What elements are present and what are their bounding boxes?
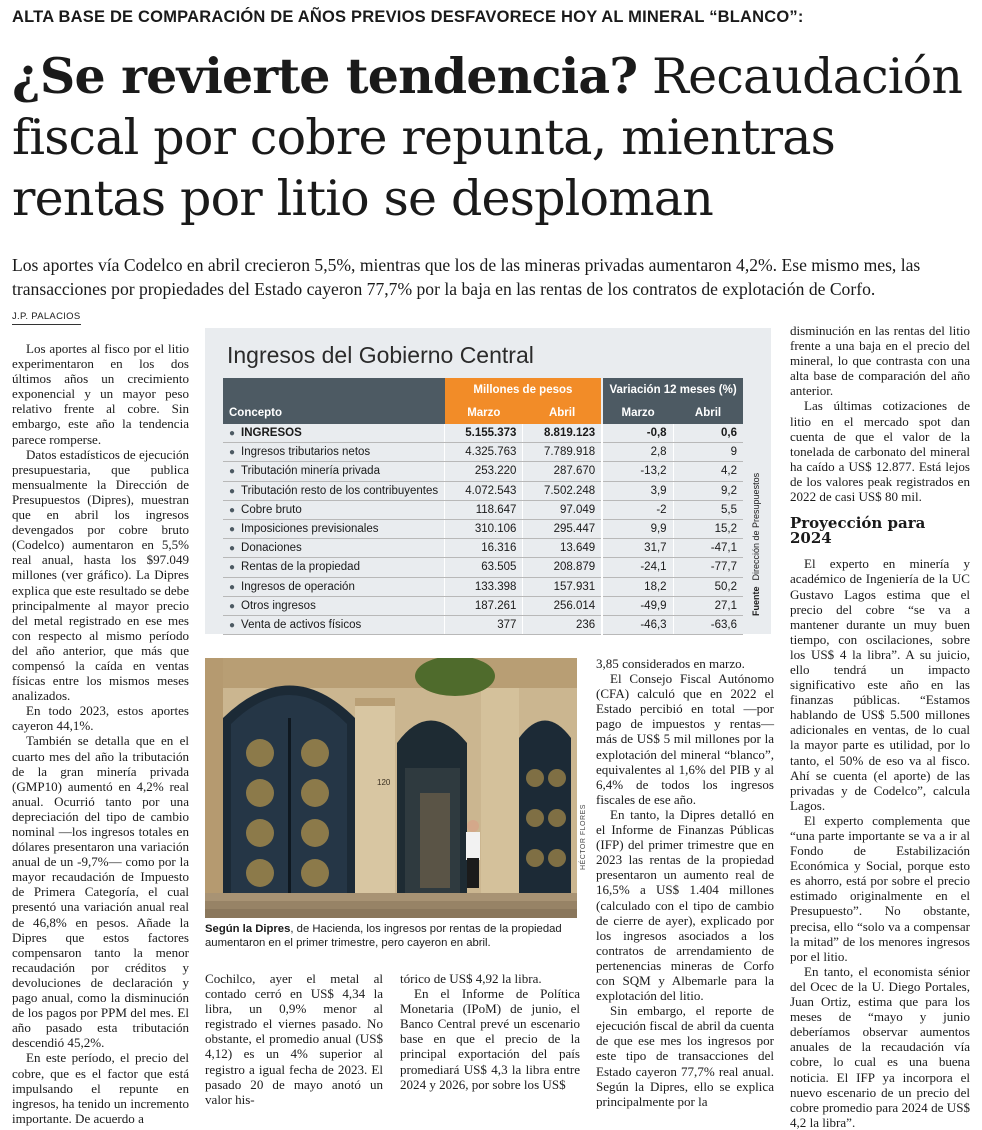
income-table [223,378,743,635]
table-row [223,443,743,462]
table-title: Ingresos del Gobierno Central [227,342,534,368]
row-value-vm: -0,8 [602,424,673,443]
row-label: Venta de activos físicos [241,618,362,631]
row-value-va: -47,1 [673,539,743,558]
bullet-icon: ● [229,447,236,459]
row-label: Otros ingresos [241,599,316,612]
row-value-vm: 2,8 [602,443,673,462]
bullet-icon: ● [229,581,236,593]
row-value-m: 310.106 [445,519,523,538]
table-row [223,481,743,500]
row-value-vm: 31,7 [602,539,673,558]
door-number: 120 [377,778,391,787]
row-value-vm: -46,3 [602,615,673,634]
row-value-m: 187.261 [445,596,523,615]
deck: Los aportes vía Codelco en abril crecieron 5,5%, mientras que los de las mineras privadas aumentaron 4,2%. Ese mismo mes, las transacciones por propiedades del Estado cayeron 77,7% por la baja en las rentas de los contratos de explotación de Corfo. [12,255,921,299]
table-row [223,539,743,558]
column-2-bottom [205,971,383,1107]
row-label: Cobre bruto [241,503,302,516]
row-label: Tributación resto de los contribuyentes [241,484,439,497]
paragraph: En el Informe de Política Monetaria (IPoM) de junio, el Banco Central prevé un escenario base en que el precio de la principal exportación del país promediará US$ 4,3 la libra entre 2024 y 2026, por sobre los US$ [400,986,580,1092]
header-millones: Millones de pesos [445,378,602,402]
bullet-icon: ● [229,619,236,631]
paragraph: 3,85 considerados en marzo. [596,656,745,671]
row-value-a: 157.931 [523,577,602,596]
headline-bold: ¿Se revierte tendencia? [12,47,638,105]
bullet-icon: ● [229,485,236,497]
row-value-vm: -2 [602,500,673,519]
header-variacion: Variación 12 meses (%) [602,378,743,402]
row-value-m: 377 [445,615,523,634]
row-value-m: 133.398 [445,577,523,596]
row-label: INGRESOS [241,427,302,440]
row-label: Ingresos de operación [241,580,355,593]
bullet-icon: ● [229,504,236,516]
photo-caption [205,922,585,950]
kicker: ALTA BASE DE COMPARACIÓN DE AÑOS PREVIOS DESFAVORECE HOY AL MINERAL “BLANCO”: [12,8,804,26]
paragraph: En este período, el precio del cobre, que es el factor que está impulsando el repunte en ingresos, ha tenido un incremento importante. De acuerdo a [12,1050,189,1126]
row-value-va: -77,7 [673,558,743,577]
row-value-va: 4,2 [673,462,743,481]
row-value-a: 13.649 [523,539,602,558]
row-concept [223,519,445,538]
row-value-va: 5,5 [673,500,743,519]
paragraph: El experto complementa que “una parte importante se va a ir al Fondo de Estabilización Económica y Social, porque esto es ahorro, está por sobre el precio estimado originalmente en el Presupuesto”. No obstante, precisa, ello “solo va a compensar la mitad” de los menores ingresos por el litio. [790,812,970,964]
row-label: Ingresos tributarios netos [241,446,371,459]
bullet-icon: ● [229,543,236,555]
row-label: Imposiciones previsionales [241,523,379,536]
caption-rest: , de Hacienda, los ingresos por rentas de la propiedad aumentaron en el primer trimestre, pero cayeron en abril. [205,923,562,949]
table-row [223,462,743,481]
photo-hacienda-facade [205,658,577,918]
column-1 [12,341,189,1126]
row-value-m: 4.072.543 [445,481,523,500]
paragraph: tórico de US$ 4,92 la libra. [400,971,542,986]
paragraph: El experto en minería y académico de Ingeniería de la UC Gustavo Lagos estima que el precio del cobre “se va a mantener durante un muy buen tiempo, con oscilaciones, sobre los US$ 4 la libra”. A su juicio, ello tendrá un impacto significativo este año en las finanzas públicas. “Estamos hablando de US$ 5.500 millones adicionales en ventas, de lo cual la mayor parte es utilidad, por lo tanto, el 50% de eso va al fisco. Ahí se cuenta (el aporte) de las privadas y de Codelco”, calcula Lagos. [790,556,970,813]
row-value-m: 118.647 [445,500,523,519]
row-value-va: 9 [673,443,743,462]
row-concept [223,577,445,596]
row-value-a: 295.447 [523,519,602,538]
source-text: Dirección de Presupuestos [751,472,761,581]
headline [12,46,974,229]
row-concept [223,596,445,615]
caption-bold: Según la Dipres [205,923,291,935]
row-value-vm: 3,9 [602,481,673,500]
paragraph: Cochilco, ayer el metal al contado cerró en US$ 4,34 la libra, un 0,9% menor al registrado el viernes pasado. No obstante, el promedio anual (US$ 4,12) es un 4% superior al registro a igual fecha de 2023. El pasado 20 de mayo anotó un valor his- [205,971,383,1107]
row-value-a: 7.502.248 [523,481,602,500]
row-label: Donaciones [241,542,302,555]
row-value-va: 9,2 [673,481,743,500]
facade-illustration [205,658,577,918]
row-concept [223,481,445,500]
row-value-vm: -24,1 [602,558,673,577]
row-value-va: 0,6 [673,424,743,443]
row-value-va: 50,2 [673,577,743,596]
table-row [223,596,743,615]
column-4 [596,656,774,1109]
row-value-m: 253.220 [445,462,523,481]
column-3-bottom [400,971,580,1092]
row-value-m: 16.316 [445,539,523,558]
row-concept [223,615,445,634]
row-value-m: 4.325.763 [445,443,523,462]
paragraph: Las últimas cotizaciones de litio en el mercado spot dan cuenta de que el valor de la tonelada de carbonato del mineral ha caído a US$ 12.877. Está lejos de los valores peak registrados en 2022 de casi US$ 80 mil. [790,398,970,505]
header-marzo: Marzo [445,402,523,424]
paragraph: El Consejo Fiscal Autónomo (CFA) calculó que en 2022 el Estado percibió en total —por pago de impuestos y rentas— más de US$ 5 mil millones por la explotación del mineral “blanco”, equivalentes al 1,6% del PIB y al 6,4% de todos los ingresos fiscales de ese año. [596,671,774,807]
row-value-a: 8.819.123 [523,424,602,443]
bullet-icon: ● [229,562,236,574]
row-value-a: 97.049 [523,500,602,519]
row-value-vm: 18,2 [602,577,673,596]
table-source [751,473,761,616]
income-table-panel [205,328,771,634]
table-row [223,500,743,519]
paragraph: disminución en las rentas del litio frente a una baja en el precio del mineral, lo que contrasta con una alta base de comparación del año anterior. [790,323,970,399]
bullet-icon: ● [229,524,236,536]
row-value-a: 287.670 [523,462,602,481]
column-5 [790,323,970,1130]
table-row [223,577,743,596]
bullet-icon: ● [229,428,236,440]
row-value-vm: -49,9 [602,596,673,615]
bullet-icon: ● [229,600,236,612]
paragraph: Sin embargo, el reporte de ejecución fiscal de abril da cuenta de que ese mes los ingresos por este tipo de transacciones del Estado cayeron 77,7% real anual. Según la Dipres, ello se explica principalmente por la [596,1003,774,1109]
paragraph: Datos estadísticos de ejecución presupuestaria, que publica mensualmente la Dirección de Presupuestos (Dipres), muestran que en abril los ingresos devengados por cobre bruto (Codelco) aumentaron en 5,5% real anual, hasta los $97.049 millones (ver gráfico). La Dipres explica que este resultado se debe principalmente al mayor precio del metal registrado en ese mes con respecto al mismo período del año anterior, que más que compensó la caída en ventas físicas entre los mismos meses analizados. [12,446,189,704]
row-concept [223,558,445,577]
table-row [223,615,743,634]
row-label: Rentas de la propiedad [241,561,360,574]
subheading: Proyección para 2024 [790,514,926,548]
table-row [223,519,743,538]
header-var-marzo: Marzo [602,402,673,424]
row-value-va: -63,6 [673,615,743,634]
row-value-a: 256.014 [523,596,602,615]
paragraph: En tanto, el economista sénior del Ocec de la U. Diego Portales, Juan Ortiz, estima que para los meses de “mayo y junio deberíamos observar aumentos anuales de la recaudación vía cobre, lo cual es una buena noticia. El IFP ya incorpora el nuevo escenario de un precio del cobre promedio para 2024 de US$ 4,2 la libra”. [790,963,970,1130]
header-concepto: Concepto [223,402,445,424]
row-value-va: 27,1 [673,596,743,615]
row-value-a: 236 [523,615,602,634]
photo-credit: HÉCTOR FLORES [580,804,587,870]
row-value-vm: -13,2 [602,462,673,481]
row-value-m: 63.505 [445,558,523,577]
source-label: Fuente [751,586,761,616]
row-value-a: 7.789.918 [523,443,602,462]
row-concept [223,462,445,481]
header-abril: Abril [523,402,602,424]
paragraph: También se detalla que en el cuarto mes del año la tributación de la gran minería privada (GMP10) aumentó en 4,2% real anual. Ocurrió tanto por una depreciación del tipo de cambio nominal —los ingresos totales en dólares presentaron una variación anual de un -9,7%— como por la mayor recaudación de Impuesto de Primera Categoría, el cual presentó una variación anual real de 46,8% en pesos. Añade la Dipres que estos factores compensaron tanto la menor recaudación por créditos y devoluciones de declaración y pago anual, como la disminución de los pagos por PPM del mes. El año pasado esta tributación descendió 45,2%. [12,733,189,1051]
paragraph: En tanto, la Dipres detalló en el Informe de Finanzas Públicas (IFP) del primer trimestre que en 2023 las rentas de la propiedad presentaron un aumento real de 16,5% a US$ 1.404 millones (calculado con el tipo de cambio de cierre de ayer), explicado por los ingresos asociados a los contratos de arrendamiento de pertenencias mineras de Corfo con SQM y Albemarle para la explotación del litio. [596,806,774,1004]
header-var-abril: Abril [673,402,743,424]
paragraph: En todo 2023, estos aportes cayeron 44,1%. [12,703,189,734]
row-label: Tributación minería privada [241,465,380,478]
table-row [223,558,743,577]
row-concept [223,424,445,443]
row-concept [223,443,445,462]
byline: J.P. PALACIOS [12,311,81,325]
row-value-a: 208.879 [523,558,602,577]
paragraph: Los aportes al fisco por el litio experimentaron en los dos últimos años un crecimiento exponencial y un mayor peso relativo frente al cobre. Sin embargo, este año la tendencia parece romperse. [12,341,189,447]
bullet-icon: ● [229,466,236,478]
row-value-va: 15,2 [673,519,743,538]
row-value-m: 5.155.373 [445,424,523,443]
headline-rest: Recaudación fiscal por cobre repunta, mientras rentas por litio se desploman [12,48,963,227]
table-row [223,424,743,443]
row-concept [223,500,445,519]
row-concept [223,539,445,558]
row-value-vm: 9,9 [602,519,673,538]
